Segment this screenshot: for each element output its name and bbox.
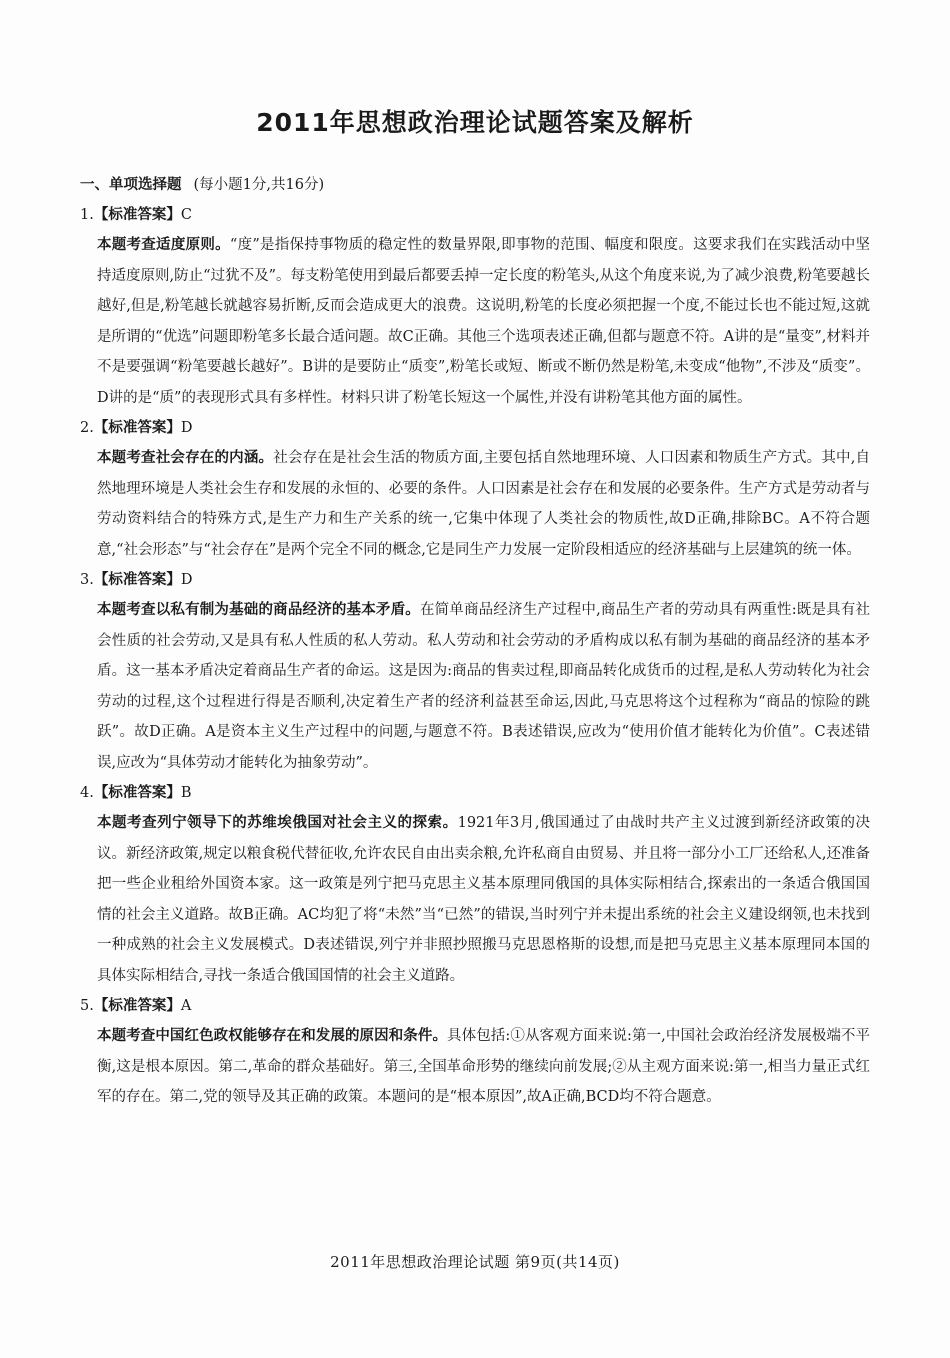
explanation-body: “度”是指保持事物质的稳定性的数量界限,即事物的范围、幅度和限度。这要求我们在实践活动中坚持适度原则,防止“过犹不及”。每支粉笔使用到最后都要丢掉一定长度的粉笔头,从这个角度来说,为了减少浪费,粉笔要越长越好,但是,粉笔越长就越容易折断,反而会造成更大的浪费。这说明,粉笔的长度必须把握一个度,不能过长也不能过短,这就是所谓的“优选”问题即粉笔多长最合适问题。故C正确。其他三个选项表述正确,但都与题意不符。A讲的是“量变”,材料并不是要强调“粉笔要越长越好”。B讲的是要防止“质变”,粉笔长或短、断或不断仍然是粉笔,未变成“他物”,不涉及“质变”。D讲的是“质”的表现形式具有多样性。材料只讲了粉笔长短这一个属性,并没有讲粉笔其他方面的属性。 — [97, 237, 870, 406]
explanation — [97, 230, 870, 413]
answer-label: 【标准答案】 — [93, 785, 181, 801]
page-title: 2011年思想政治理论试题答案及解析 — [256, 108, 694, 137]
question-number: 2. — [80, 420, 94, 436]
question-3 — [80, 565, 870, 778]
explanation-lead: 本题考查以私有制为基础的商品经济的基本矛盾。 — [97, 602, 420, 618]
answer-line — [80, 991, 870, 1021]
question-number: 4. — [80, 785, 94, 801]
answer-label: 【标准答案】 — [93, 207, 181, 223]
explanation — [97, 443, 870, 565]
question-2 — [80, 413, 870, 565]
explanation-lead: 本题考查中国红色政权能够存在和发展的原因和条件。 — [97, 1028, 448, 1044]
explanation-body: 在简单商品经济生产过程中,商品生产者的劳动具有两重性:既是具有社会性质的社会劳动,又是具有私人性质的私人劳动。私人劳动和社会劳动的矛盾构成以私有制为基础的商品经济的基本矛盾。这一基本矛盾决定着商品生产者的命运。这是因为:商品的售卖过程,即商品转化成货币的过程,是私人劳动转化为社会劳动的过程,这个过程进行得是否顺利,决定着生产者的经济利益甚至命运,因此,马克思将这个过程称为“商品的惊险的跳跃”。故D正确。A是资本主义生产过程中的问题,与题意不符。B表述错误,应改为“使用价值才能转化为价值”。C表述错误,应改为“具体劳动才能转化为抽象劳动”。 — [97, 602, 871, 771]
explanation — [97, 595, 870, 778]
explanation — [97, 1021, 870, 1113]
question-number: 1. — [80, 207, 94, 223]
question-number: 5. — [80, 998, 94, 1014]
answer-label: 【标准答案】 — [93, 998, 181, 1014]
question-4 — [80, 778, 870, 991]
section-note: (每小题1分,共16分) — [193, 177, 325, 193]
section-heading — [80, 170, 870, 200]
explanation-lead: 本题考查适度原则。 — [97, 237, 230, 253]
answer-value: B — [180, 785, 192, 801]
answer-line — [80, 778, 870, 808]
answer-line — [80, 200, 870, 230]
page-footer: 2011年思想政治理论试题 第9页(共14页) — [330, 1253, 620, 1271]
answer-line — [80, 565, 870, 595]
explanation-body: 社会存在是社会生活的物质方面,主要包括自然地理环境、人口因素和物质生产方式。其中,自然地理环境是人类社会生存和发展的永恒的、必要的条件。人口因素是社会存在和发展的必要条件。生产方式是劳动者与劳动资料结合的特殊方式,是生产力和生产关系的统一,它集中体现了人类社会的物质性,故D正确,排除BC。A不符合题意,“社会形态”与“社会存在”是两个完全不同的概念,它是同生产力发展一定阶段相适应的经济基础与上层建筑的统一体。 — [97, 450, 871, 558]
answer-value: D — [180, 572, 193, 588]
explanation — [97, 808, 870, 991]
answer-label: 【标准答案】 — [93, 572, 181, 588]
explanation-lead: 本题考查列宁领导下的苏维埃俄国对社会主义的探索。 — [97, 815, 458, 831]
question-number: 3. — [80, 572, 94, 588]
explanation-lead: 本题考查社会存在的内涵。 — [97, 450, 274, 466]
answer-value: A — [180, 998, 192, 1014]
answer-value: C — [180, 207, 192, 223]
answer-content — [80, 170, 870, 1113]
answer-line — [80, 413, 870, 443]
question-5 — [80, 991, 870, 1113]
question-1 — [80, 200, 870, 413]
section-label: 一、单项选择题 — [80, 177, 182, 193]
explanation-body: 1921年3月,俄国通过了由战时共产主义过渡到新经济政策的决议。新经济政策,规定以粮食税代替征收,允许农民自由出卖余粮,允许私商自由贸易、并且将一部分小工厂还给私人,还准备把一些企业租给外国资本家。这一政策是列宁把马克思主义基本原理同俄国的具体实际相结合,探索出的一条适合俄国国情的社会主义道路。故B正确。AC均犯了将“未然”当“已然”的错误,当时列宁并未提出系统的社会主义建设纲领,也未找到一种成熟的社会主义发展模式。D表述错误,列宁并非照抄照搬马克思恩格斯的设想,而是把马克思主义基本原理同本国的具体实际相结合,寻找一条适合俄国国情的社会主义道路。 — [97, 815, 871, 984]
answer-label: 【标准答案】 — [93, 420, 181, 436]
explanation-body: 具体包括:①从客观方面来说:第一,中国社会政治经济发展极端不平衡,这是根本原因。第二,革命的群众基础好。第三,全国革命形势的继续向前发展;②从主观方面来说:第一,相当力量正式红军的存在。第二,党的领导及其正确的政策。本题问的是“根本原因”,故A正确,BCD均不符合题意。 — [97, 1028, 870, 1105]
answer-value: D — [180, 420, 193, 436]
